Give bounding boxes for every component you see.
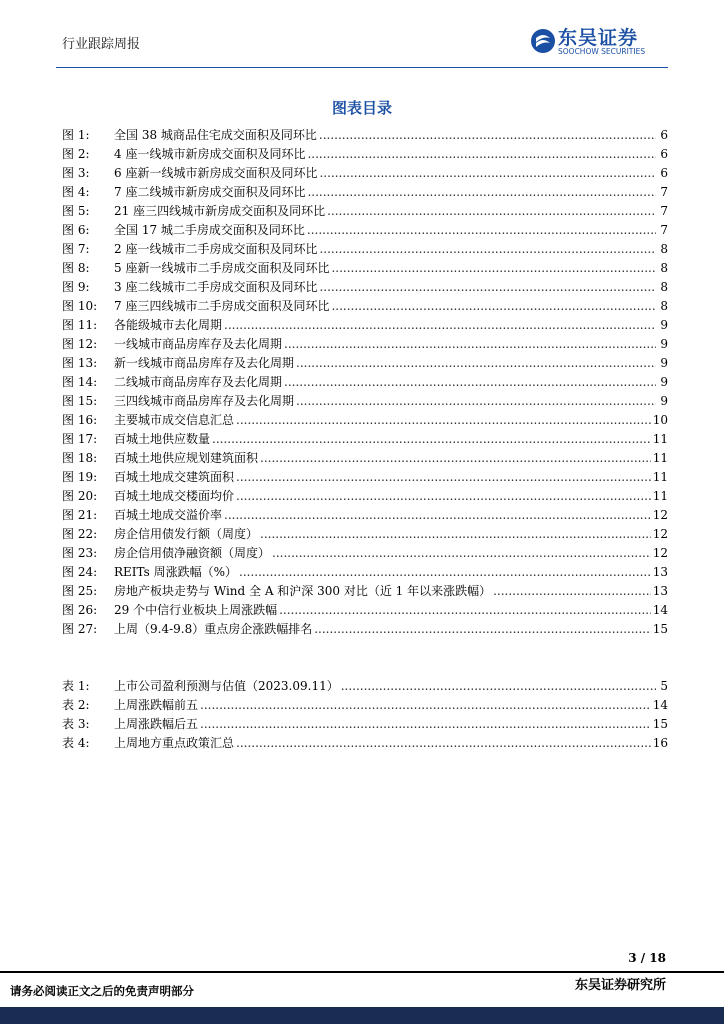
table-list (62, 677, 668, 753)
table-entry-title: 上周地方重点政策汇总 (114, 736, 235, 750)
figure-entry-label: 图 21: (62, 508, 98, 522)
figure-entry-page: 6 (660, 128, 668, 142)
figure-entry-label: 图 7: (62, 242, 90, 256)
figure-entry[interactable] (62, 582, 668, 601)
leader-dots (236, 487, 651, 506)
table-entry-label: 表 1: (62, 679, 90, 693)
figure-entry-page: 12 (652, 508, 668, 522)
figure-entry-page: 10 (652, 413, 668, 427)
figure-entry-label: 图 24: (62, 565, 98, 579)
table-entry[interactable] (62, 715, 668, 734)
leader-dots (284, 373, 656, 392)
figure-entry[interactable] (62, 259, 668, 278)
figure-entry[interactable] (62, 202, 668, 221)
leader-dots (200, 696, 651, 715)
leader-dots (239, 563, 651, 582)
figure-entry-title: 百城土地成交溢价率 (114, 508, 223, 522)
figure-entry-title: 主要城市成交信息汇总 (114, 413, 235, 427)
figure-entry-label: 图 22: (62, 527, 98, 541)
figure-entry[interactable] (62, 392, 668, 411)
figure-entry-label: 图 2: (62, 147, 90, 161)
figure-list (62, 126, 668, 639)
leader-dots (279, 601, 651, 620)
leader-dots (272, 544, 651, 563)
table-entry-label: 表 2: (62, 698, 90, 712)
figure-entry-label: 图 16: (62, 413, 98, 427)
figure-entry[interactable] (62, 411, 668, 430)
figure-entry[interactable] (62, 335, 668, 354)
leader-dots (331, 297, 656, 316)
logo-text-cn: 东吴证券 (558, 27, 639, 49)
leader-dots (307, 221, 656, 240)
header-divider (56, 67, 668, 68)
leader-dots (296, 392, 656, 411)
figure-entry-title: 全国 38 城商品住宅成交面积及同环比 (114, 128, 317, 142)
figure-entry-label: 图 11: (62, 318, 98, 332)
figure-entry-page: 7 (660, 185, 668, 199)
logo-text-en: SOOCHOW SECURITIES (558, 47, 646, 56)
institute-name: 东吴证券研究所 (574, 978, 666, 993)
table-entry-title: 上市公司盈利预测与估值（2023.09.11） (114, 679, 339, 693)
figure-entry-title: 4 座一线城市新房成交面积及同环比 (114, 147, 306, 161)
leader-dots (296, 354, 656, 373)
figure-entry-label: 图 19: (62, 470, 98, 484)
figure-entry-label: 图 27: (62, 622, 98, 636)
leader-dots (307, 183, 656, 202)
figure-entry-page: 12 (652, 527, 668, 541)
table-entry-title: 上周涨跌幅前五 (114, 698, 199, 712)
figure-entry-title: 百城土地供应规划建筑面积 (114, 451, 259, 465)
figure-entry[interactable] (62, 620, 668, 639)
figure-entry[interactable] (62, 506, 668, 525)
figure-entry-label: 图 6: (62, 223, 90, 237)
figure-entry[interactable] (62, 183, 668, 202)
table-entry[interactable] (62, 696, 668, 715)
table-entry-page: 14 (652, 698, 668, 712)
figure-entry-page: 15 (652, 622, 668, 636)
figure-entry-page: 8 (660, 242, 668, 256)
figure-entry-title: 7 座三四线城市二手房成交面积及同环比 (114, 299, 330, 313)
figure-entry-label: 图 14: (62, 375, 98, 389)
figure-entry-title: 2 座一线城市二手房成交面积及同环比 (114, 242, 318, 256)
figure-entry-page: 7 (660, 204, 668, 218)
report-category: 行业跟踪周报 (62, 37, 141, 52)
table-entry-page: 15 (652, 717, 668, 731)
leader-dots (236, 411, 651, 430)
figure-entry-title: 上周（9.4-9.8）重点房企涨跌幅排名 (114, 622, 313, 636)
figure-entry[interactable] (62, 354, 668, 373)
figure-entry-page: 9 (660, 337, 668, 351)
table-entry-page: 16 (652, 736, 668, 750)
leader-dots (319, 278, 656, 297)
figure-entry-label: 图 18: (62, 451, 98, 465)
figure-entry-page: 8 (660, 280, 668, 294)
leader-dots (327, 202, 656, 221)
figure-entry-label: 图 5: (62, 204, 90, 218)
leader-dots (224, 316, 656, 335)
table-entry-label: 表 3: (62, 717, 90, 731)
leader-dots (331, 259, 656, 278)
table-entry[interactable] (62, 677, 668, 696)
figure-entry-page: 9 (660, 356, 668, 370)
figure-entry[interactable] (62, 278, 668, 297)
figure-entry[interactable] (62, 430, 668, 449)
figure-entry-title: 21 座三四线城市新房成交面积及同环比 (114, 204, 326, 218)
figure-entry-page: 6 (660, 166, 668, 180)
figure-entry-label: 图 12: (62, 337, 98, 351)
figure-entry-title: 全国 17 城二手房成交面积及同环比 (114, 223, 305, 237)
figure-entry[interactable] (62, 221, 668, 240)
figure-entry-label: 图 4: (62, 185, 90, 199)
figure-entry-page: 9 (660, 318, 668, 332)
figure-entry[interactable] (62, 145, 668, 164)
disclaimer-text: 请务必阅读正文之后的免责声明部分 (10, 984, 194, 998)
company-logo (530, 26, 670, 60)
figure-entry[interactable] (62, 449, 668, 468)
figure-entry-label: 图 23: (62, 546, 98, 560)
figure-entry-title: 房地产板块走势与 Wind 全 A 和沪深 300 对比（近 1 年以来涨跌幅） (114, 584, 492, 598)
leader-dots (319, 240, 656, 259)
figure-entry-title: 二线城市商品房库存及去化周期 (114, 375, 283, 389)
leader-dots (236, 734, 651, 753)
figure-entry-label: 图 1: (62, 128, 90, 142)
page-title: 图表目录 (331, 99, 392, 117)
figure-entry-title: 29 个中信行业板块上周涨跌幅 (114, 603, 278, 617)
figure-entry-page: 13 (652, 584, 668, 598)
figure-entry-page: 11 (652, 451, 668, 465)
figure-entry-page: 12 (652, 546, 668, 560)
figure-entry-title: 百城土地供应数量 (114, 432, 211, 446)
leader-dots (314, 620, 650, 639)
figure-entry[interactable] (62, 373, 668, 392)
figure-entry-title: 百城土地成交楼面均价 (114, 489, 235, 503)
figure-entry-page: 7 (660, 223, 668, 237)
leader-dots (493, 582, 651, 601)
page-number: 3 / 18 (628, 951, 666, 965)
figure-entry-label: 图 20: (62, 489, 98, 503)
figure-entry-label: 图 9: (62, 280, 90, 294)
leader-dots (260, 449, 651, 468)
figure-entry-page: 9 (660, 394, 668, 408)
leader-dots (212, 430, 651, 449)
figure-entry[interactable] (62, 487, 668, 506)
figure-entry-page: 8 (660, 261, 668, 275)
figure-entry-title: 房企信用债发行额（周度） (114, 527, 259, 541)
figure-entry[interactable] (62, 126, 668, 145)
figure-entry-page: 11 (652, 432, 668, 446)
figure-entry-title: 百城土地成交建筑面积 (114, 470, 235, 484)
leader-dots (319, 126, 656, 145)
leader-dots (224, 506, 651, 525)
figure-entry[interactable] (62, 240, 668, 259)
table-entry-title: 上周涨跌幅后五 (114, 717, 199, 731)
figure-entry-title: 一线城市商品房库存及去化周期 (114, 337, 283, 351)
leader-dots (236, 468, 651, 487)
footer-divider (0, 971, 724, 973)
soochow-logo-icon (530, 28, 556, 54)
figure-entry-title: 5 座新一线城市二手房成交面积及同环比 (114, 261, 330, 275)
figure-entry[interactable] (62, 297, 668, 316)
leader-dots (284, 335, 656, 354)
leader-dots (307, 145, 656, 164)
figure-entry-label: 图 25: (62, 584, 98, 598)
figure-entry-title: 新一线城市商品房库存及去化周期 (114, 356, 295, 370)
table-entry-page: 5 (660, 679, 668, 693)
figure-entry-label: 图 17: (62, 432, 98, 446)
footer-bar (0, 1007, 724, 1024)
figure-entry-label: 图 3: (62, 166, 90, 180)
figure-entry[interactable] (62, 544, 668, 563)
leader-dots (260, 525, 651, 544)
figure-entry-label: 图 13: (62, 356, 98, 370)
figure-entry-title: 房企信用债净融资额（周度） (114, 546, 271, 560)
figure-entry-title: 6 座新一线城市新房成交面积及同环比 (114, 166, 318, 180)
figure-entry-title: 三四线城市商品房库存及去化周期 (114, 394, 295, 408)
figure-entry[interactable] (62, 164, 668, 183)
figure-entry-page: 6 (660, 147, 668, 161)
figure-entry-title: REITs 周涨跌幅（%） (114, 565, 238, 579)
figure-entry-title: 3 座二线城市二手房成交面积及同环比 (114, 280, 318, 294)
figure-entry-label: 图 10: (62, 299, 98, 313)
figure-entry[interactable] (62, 601, 668, 620)
figure-entry-page: 13 (652, 565, 668, 579)
figure-entry-title: 各能级城市去化周期 (114, 318, 223, 332)
figure-entry-page: 11 (652, 489, 668, 503)
figure-entry[interactable] (62, 525, 668, 544)
leader-dots (341, 677, 656, 696)
figure-entry[interactable] (62, 468, 668, 487)
figure-entry-label: 图 15: (62, 394, 98, 408)
table-entry-label: 表 4: (62, 736, 90, 750)
figure-entry[interactable] (62, 316, 668, 335)
figure-entry-page: 14 (652, 603, 668, 617)
figure-entry-page: 9 (660, 375, 668, 389)
figure-entry-label: 图 26: (62, 603, 98, 617)
table-entry[interactable] (62, 734, 668, 753)
leader-dots (319, 164, 656, 183)
leader-dots (200, 715, 651, 734)
figure-entry[interactable] (62, 563, 668, 582)
figure-entry-page: 8 (660, 299, 668, 313)
figure-entry-label: 图 8: (62, 261, 90, 275)
figure-entry-page: 11 (652, 470, 668, 484)
figure-entry-title: 7 座二线城市新房成交面积及同环比 (114, 185, 306, 199)
